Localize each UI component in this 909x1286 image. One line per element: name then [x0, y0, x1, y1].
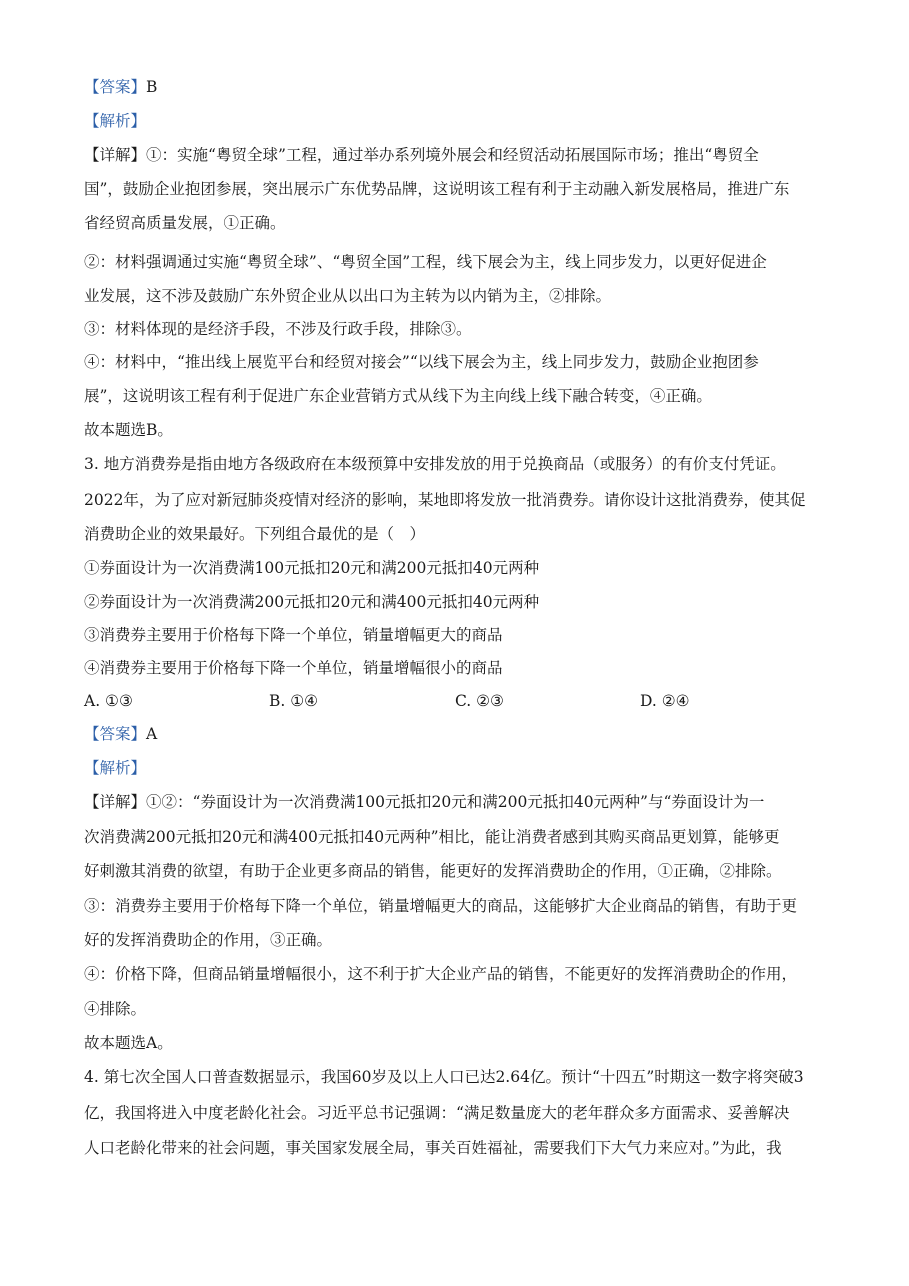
detail-label: 【详解】: [84, 146, 147, 164]
conclusion-line: 故本题选A。: [84, 1034, 173, 1052]
detail-line: ③：材料体现的是经济手段，不涉及行政手段，排除③。: [84, 320, 472, 338]
answer-value: B: [146, 78, 158, 96]
question-item: ③消费券主要用于价格每下降一个单位，销量增幅更大的商品: [84, 626, 503, 644]
detail-line: 好的发挥消费助企的作用，③正确。: [84, 931, 333, 949]
analysis-label: 【解析】: [84, 759, 147, 777]
detail-line: ④：材料中，“推出线上展览平台和经贸对接会”“以线下展会为主，线上同步发力，鼓励企业抱团参: [84, 353, 759, 371]
question-item: ④消费券主要用于价格每下降一个单位，销量增幅很小的商品: [84, 659, 503, 677]
answer-label: 【答案】: [84, 725, 147, 743]
option-b: B. ①④: [269, 692, 319, 710]
answer-line: [84, 77, 824, 97]
question-stem: 2022年，为了应对新冠肺炎疫情对经济的影响，某地即将发放一批消费券。请你设计这批消费券，使其促: [84, 491, 806, 509]
answer-label: 【答案】: [84, 78, 147, 96]
detail-line: [84, 792, 824, 812]
answer-value: A: [146, 725, 158, 743]
detail-line: 国”，鼓励企业抱团参展，突出展示广东优势品牌，这说明该工程有利于主动融入新发展格局，推进广东: [84, 180, 790, 198]
detail-line: ④排除。: [84, 1000, 147, 1018]
question-stem: 亿，我国将进入中度老龄化社会。习近平总书记强调：“满足数量庞大的老年群众多方面需求、妥善解决: [84, 1104, 790, 1122]
answer-line: [84, 724, 824, 744]
detail-line: 次消费满200元抵扣20元和满400元抵扣40元两种”相比，能让消费者感到其购买商品更划算，能够更: [84, 828, 780, 846]
option-c: C. ②③: [455, 692, 504, 710]
detail-label: 【详解】: [84, 793, 147, 811]
question-item: ②券面设计为一次消费满200元抵扣20元和满400元抵扣40元两种: [84, 593, 540, 611]
question-stem: 4. 第七次全国人口普查数据显示，我国60岁及以上人口已达2.64亿。预计“十四五”时期这一数字将突破3: [84, 1068, 804, 1086]
option-d: D. ②④: [640, 692, 690, 710]
detail-line: 业发展，这不涉及鼓励广东外贸企业从以出口为主转为以内销为主，②排除。: [84, 287, 612, 305]
detail-line: 好刺激其消费的欲望，有助于企业更多商品的销售，能更好的发挥消费助企的作用，①正确，②排除。: [84, 862, 782, 880]
conclusion-line: 故本题选B。: [84, 421, 173, 439]
question-stem: 3. 地方消费券是指由地方各级政府在本级预算中安排发放的用于兑换商品（或服务）的有价支付凭证。: [84, 455, 786, 473]
detail-line: ④：价格下降，但商品销量增幅很小，这不利于扩大企业产品的销售，不能更好的发挥消费助企的作用，: [84, 965, 798, 983]
detail-text: ①：实施“粤贸全球”工程，通过举办系列境外展会和经贸活动拓展国际市场；推出“粤贸全: [146, 146, 759, 164]
option-a: A. ①③: [84, 692, 133, 710]
detail-line: 展”，这说明该工程有利于促进广东企业营销方式从线下为主向线上线下融合转变，④正确。: [84, 387, 712, 405]
detail-line: ③：消费券主要用于价格每下降一个单位，销量增幅更大的商品，这能够扩大企业商品的销售，有助于更: [84, 897, 798, 915]
question-item: ①券面设计为一次消费满100元抵扣20元和满200元抵扣40元两种: [84, 559, 540, 577]
detail-line: 省经贸高质量发展，①正确。: [84, 214, 286, 232]
detail-line: ②：材料强调通过实施“粤贸全球”、“粤贸全国”工程，线下展会为主，线上同步发力，以更好促进企: [84, 253, 767, 271]
analysis-label: 【解析】: [84, 112, 147, 130]
detail-line: [84, 145, 824, 165]
detail-text: ①②：“券面设计为一次消费满100元抵扣20元和满200元抵扣40元两种”与“券面设计为一: [146, 793, 765, 811]
question-stem: 消费助企业的效果最好。下列组合最优的是（ ）: [84, 525, 426, 543]
question-stem: 人口老龄化带来的社会问题，事关国家发展全局，事关百姓福祉，需要我们下大气力来应对。”为此，我: [84, 1139, 782, 1157]
